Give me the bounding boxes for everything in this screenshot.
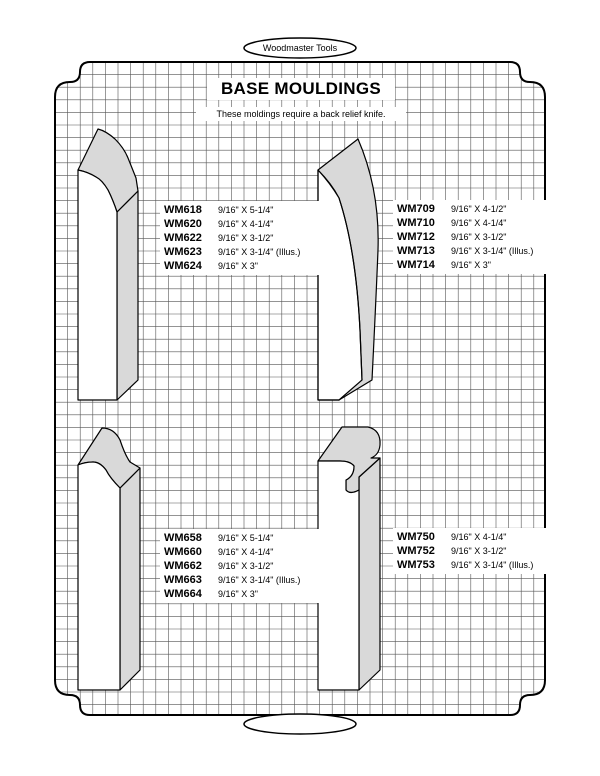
model-size: 9/16" X 3-1/4" (Illus.) [218, 575, 301, 585]
spec-row [164, 587, 326, 601]
model-size: 9/16" X 4-1/4" [451, 532, 507, 542]
model-size: 9/16" X 3-1/4" (Illus.) [451, 560, 534, 570]
model-code: WM620 [164, 218, 202, 230]
model-code: WM624 [164, 260, 202, 272]
model-size: 9/16" X 5-1/4" [218, 533, 274, 543]
spec-row [397, 530, 545, 544]
model-code: WM709 [397, 203, 435, 215]
spec-row [397, 258, 545, 272]
spec-row [164, 231, 326, 245]
model-size: 9/16" X 3-1/2" [451, 546, 507, 556]
model-code: WM622 [164, 232, 202, 244]
model-size: 9/16" X 3-1/2" [218, 561, 274, 571]
spec-list-group-3 [160, 529, 330, 603]
model-code: WM753 [397, 559, 435, 571]
model-code: WM664 [164, 588, 202, 600]
spec-list-group-2 [393, 200, 549, 274]
spec-row [397, 244, 545, 258]
spec-row [164, 259, 326, 273]
spec-row [164, 545, 326, 559]
model-code: WM660 [164, 546, 202, 558]
model-size: 9/16" X 4-1/4" [218, 547, 274, 557]
model-code: WM658 [164, 532, 202, 544]
spec-row [397, 558, 545, 572]
molding-profile-wm663 [78, 428, 140, 690]
spec-row [164, 531, 326, 545]
model-size: 9/16" X 4-1/4" [218, 219, 274, 229]
spec-row [164, 217, 326, 231]
model-code: WM663 [164, 574, 202, 586]
page-title: BASE MOULDINGS [207, 78, 395, 100]
spec-row [397, 216, 545, 230]
model-size: 9/16" X 3" [451, 260, 491, 270]
spec-row [164, 245, 326, 259]
model-code: WM750 [397, 531, 435, 543]
model-code: WM662 [164, 560, 202, 572]
page-subtitle: These moldings require a back relief knife. [196, 107, 406, 121]
model-size: 9/16" X 3-1/2" [218, 233, 274, 243]
model-code: WM714 [397, 259, 435, 271]
model-code: WM712 [397, 231, 435, 243]
spec-row [397, 230, 545, 244]
brand-label: Woodmaster Tools [262, 43, 338, 53]
spec-row [397, 544, 545, 558]
model-size: 9/16" X 3" [218, 589, 258, 599]
model-code: WM623 [164, 246, 202, 258]
spec-list-group-4 [393, 528, 549, 574]
model-size: 9/16" X 3-1/4" (Illus.) [451, 246, 534, 256]
model-size: 9/16" X 3-1/2" [451, 232, 507, 242]
model-code: WM752 [397, 545, 435, 557]
model-size: 9/16" X 3" [218, 261, 258, 271]
molding-profile-wm623 [78, 129, 138, 400]
spec-list-group-1 [160, 201, 330, 275]
model-size: 9/16" X 3-1/4" (Illus.) [218, 247, 301, 257]
spec-row [164, 573, 326, 587]
model-code: WM710 [397, 217, 435, 229]
model-size: 9/16" X 5-1/4" [218, 205, 274, 215]
model-size: 9/16" X 4-1/4" [451, 218, 507, 228]
model-code: WM713 [397, 245, 435, 257]
bottom-oval [244, 714, 356, 734]
spec-row [164, 203, 326, 217]
spec-row [397, 202, 545, 216]
model-code: WM618 [164, 204, 202, 216]
model-size: 9/16" X 4-1/2" [451, 204, 507, 214]
spec-row [164, 559, 326, 573]
